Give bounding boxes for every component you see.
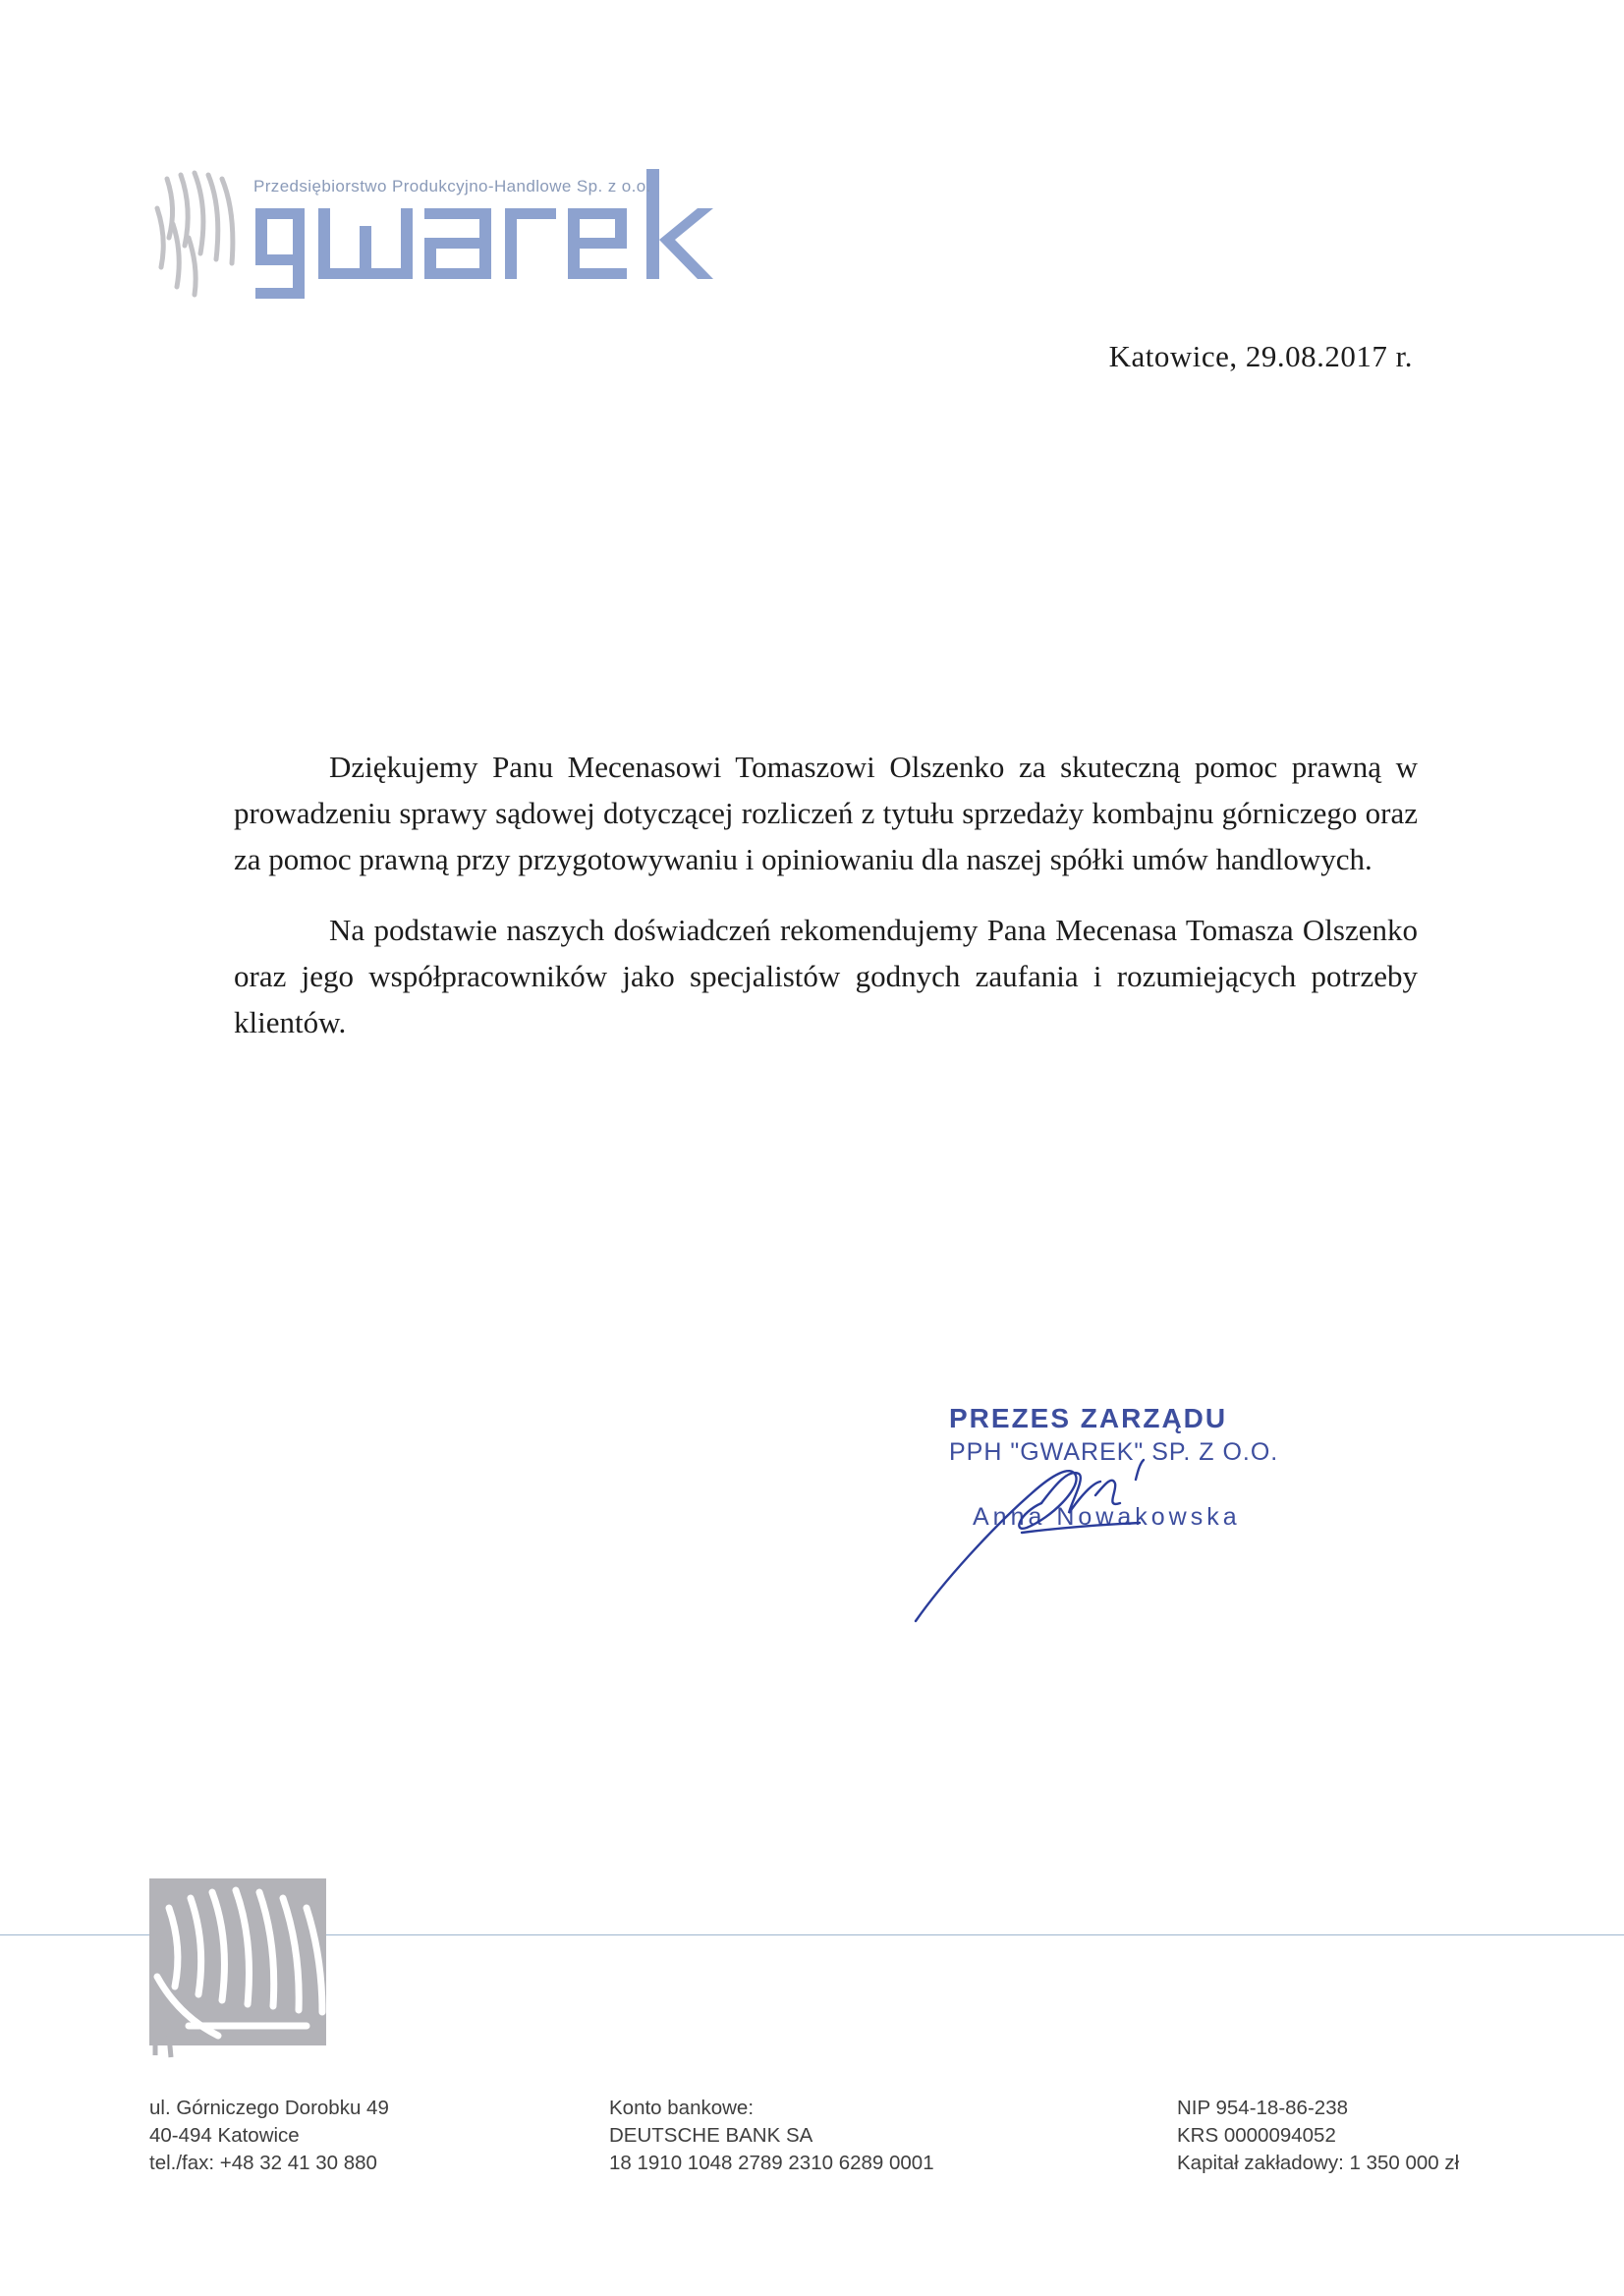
footer-company-info xyxy=(1177,2095,1459,2177)
paragraph: Na podstawie naszych doświadczeń rekomendujemy Pana Mecenasa Tomasza Olszenko oraz jego współpracowników jako specjalistów godnych zaufania i rozumiejących potrzeby klientów. xyxy=(234,913,1418,1039)
address-phone: tel./fax: +48 32 41 30 880 xyxy=(149,2152,377,2174)
footer-address xyxy=(149,2095,389,2177)
share-capital: Kapitał zakładowy: 1 350 000 zł xyxy=(1177,2152,1460,2174)
stamp-name: Anna Nowakowska xyxy=(973,1503,1241,1531)
footer-bank xyxy=(609,2095,934,2177)
address-street: ul. Górniczego Dorobku 49 xyxy=(149,2097,389,2119)
footer-fern-icon xyxy=(149,1878,326,2061)
bank-name: DEUTSCHE BANK SA xyxy=(609,2124,813,2147)
address-city: 40-494 Katowice xyxy=(149,2124,300,2147)
paragraph: Dziękujemy Panu Mecenasowi Tomaszowi Olszenko za skuteczną pomoc prawną w prowadzeniu sprawy sądowej dotyczącej rozliczeń z tytułu sprzedaży kombajnu górniczego oraz za pomoc prawną przy przygotowywaniu i opiniowaniu dla naszej spółki umów handlowych. xyxy=(234,750,1418,876)
company-full-name: Przedsiębiorstwo Produkcyjno-Handlowe Sp. z o.o. xyxy=(253,177,651,196)
fern-logo-icon xyxy=(147,169,255,302)
nip-number: NIP 954-18-86-238 xyxy=(1177,2097,1348,2119)
company-logo xyxy=(147,169,756,307)
bank-account: 18 1910 1048 2789 2310 6289 0001 xyxy=(609,2152,934,2174)
letter-body xyxy=(234,744,1418,1070)
letter-date: Katowice, 29.08.2017 r. xyxy=(1108,339,1413,373)
stamp-title: PREZES ZARZĄDU xyxy=(949,1403,1228,1433)
bank-label: Konto bankowe: xyxy=(609,2097,755,2119)
krs-number: KRS 0000094052 xyxy=(1177,2124,1336,2147)
stamp-company: PPH "GWAREK" SP. Z O.O. xyxy=(949,1438,1279,1466)
handwritten-signature xyxy=(904,1434,1218,1631)
